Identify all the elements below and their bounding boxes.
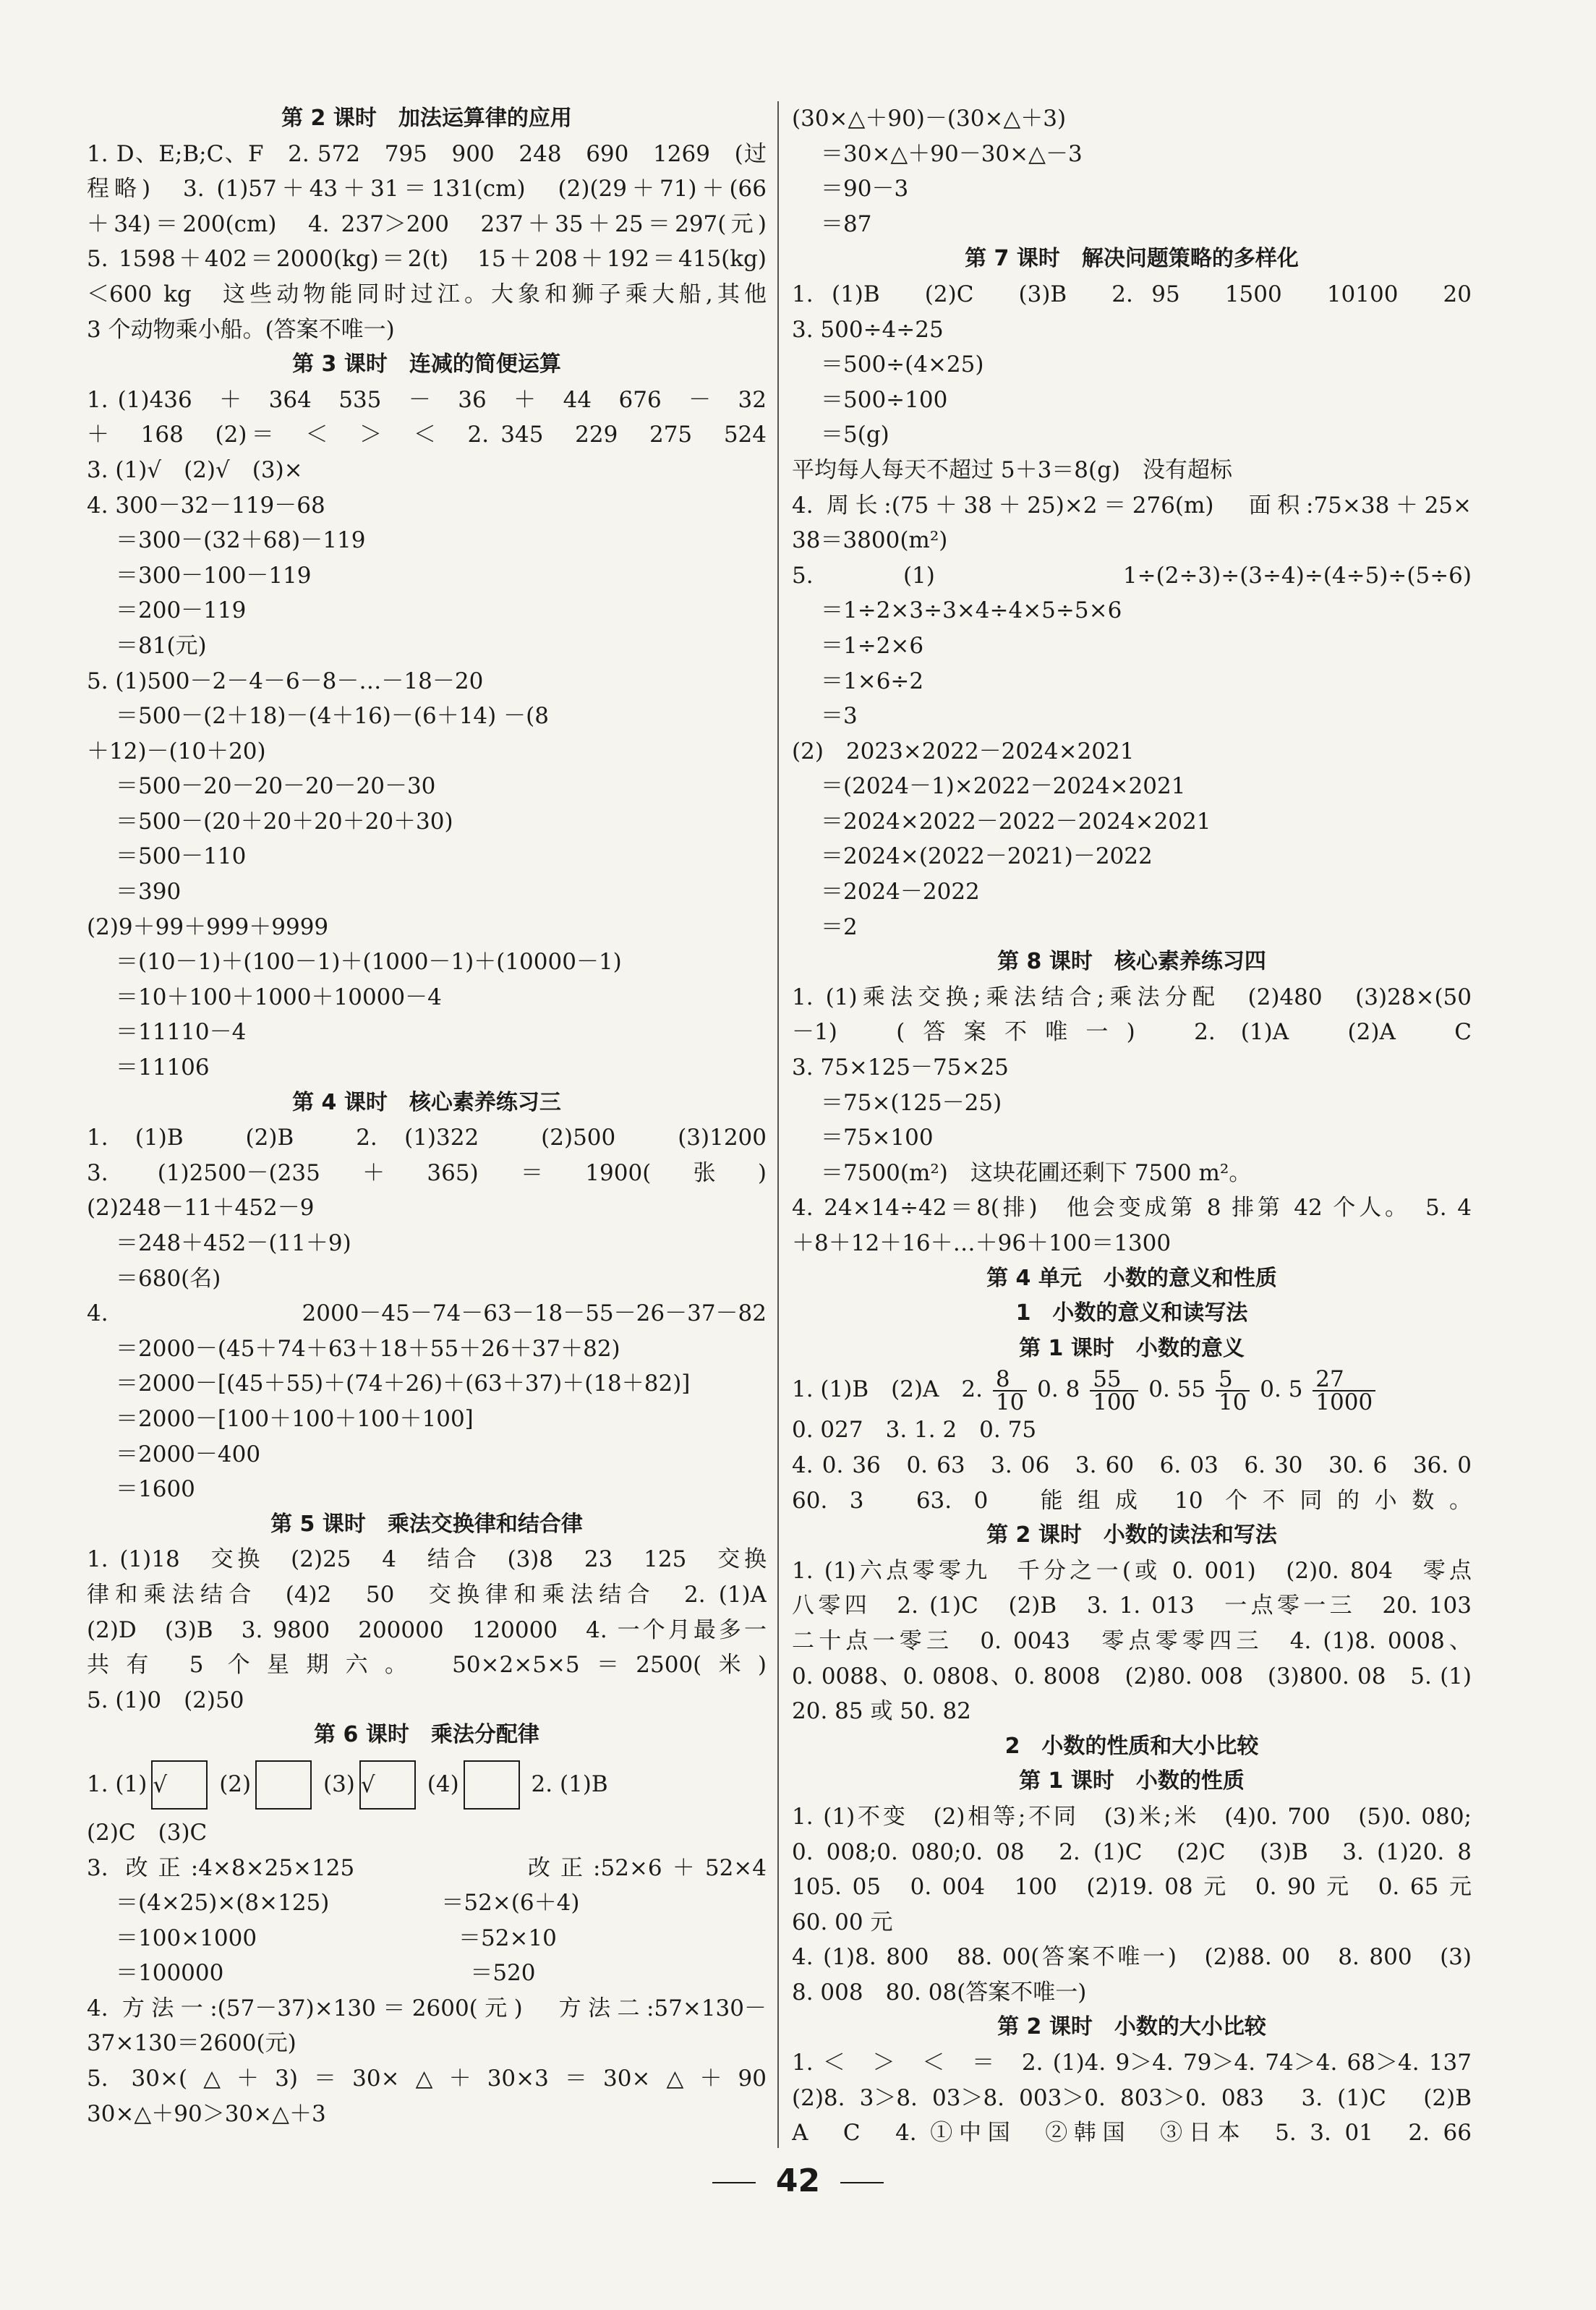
answer-text: (4) (427, 1770, 459, 1797)
answer-line: 60. 3 63. 0 能组成 10 个不同的小数。 (792, 1487, 1472, 1514)
answer-box (464, 1760, 520, 1810)
answer-line: 38＝3800(m²) (792, 527, 948, 554)
answer-line: ＝75×100 (821, 1125, 934, 1151)
answer-line: (2)C (3)C (87, 1819, 208, 1846)
answer-line: －1) (答案不唯一) 2. (1)A (2)A C (792, 1019, 1472, 1046)
answer-line: ＋8＋12＋16＋…＋96＋100＝1300 (792, 1230, 1172, 1256)
answer-line: ＝2000－(45＋74＋63＋18＋55＋26＋37＋82) (116, 1335, 620, 1362)
answer-line: ＝2000－400 (116, 1441, 261, 1467)
answer-line: 4. 周长:(75＋38＋25)×2＝276(m) 面积:75×38＋25× (792, 492, 1472, 519)
answer-line: 八零四 2. (1)C (2)B 3. 1. 013 一点零一三 20. 103 (792, 1593, 1472, 1619)
answer-line: (2)D (3)B 3. 9800 200000 120000 4. 一个月最多一 (87, 1616, 767, 1643)
answer-line: 3. 75×125－75×25 (792, 1054, 1009, 1081)
answer-line: ＝500÷(4×25) (821, 351, 984, 378)
answer-line: ＝3 (821, 703, 858, 730)
answer-text: 1. (1) (87, 1770, 148, 1797)
answer-line: ＝2024×(2022－2021)－2022 (821, 843, 1153, 870)
checkbox-answer-row (87, 1753, 767, 1815)
answer-block (792, 101, 1472, 242)
answer-line: 4. (1)8. 800 88. 00(答案不唯一) (2)88. 00 8. 800 (3) (792, 1944, 1472, 1971)
section-title: 第 2 课时 小数的读法和写法 (986, 1522, 1277, 1548)
answer-box: √ (359, 1760, 416, 1810)
subsection-title: 2 小数的性质和大小比较 (1004, 1733, 1259, 1759)
answer-line: ＝2024×2022－2022－2024×2021 (821, 808, 1211, 835)
answer-line: 60. 00 元 (792, 1909, 893, 1935)
answer-line: ＝500－(2＋18)－(4＋16)－(6＋14) －(8 (116, 703, 549, 730)
answer-line: 共有 5 个星期六。 50×2×5×5＝2500(米) (87, 1652, 767, 1679)
answer-line: ＝500－20－20－20－20－30 (116, 773, 436, 800)
answer-line: ＝1÷2×3÷3×4÷4×5÷5×6 (821, 597, 1122, 624)
answer-line: 20. 85 或 50. 82 (792, 1698, 971, 1725)
answer-line: 1. (1)六点零零九 千分之一(或 0. 001) (2)0. 804 零点 (792, 1557, 1472, 1584)
answer-line: 平均每人每天不超过 5＋3＝8(g) 没有超标 (792, 456, 1233, 483)
section-title: 第 1 课时 小数的意义 (1019, 1335, 1245, 1361)
page-number (0, 2162, 1596, 2199)
answer-line: ＝87 (821, 210, 872, 237)
left-column (87, 101, 767, 2131)
answer-line: ＝1÷2×6 (821, 632, 924, 659)
answer-block (87, 1542, 767, 1718)
answer-line: ＝7500(m²) 这块花圃还剩下 7500 m²。 (821, 1159, 1252, 1186)
answer-line: ＝248＋452－(11＋9) (116, 1230, 351, 1256)
answer-line: 0. 027 3. 1. 2 0. 75 (792, 1417, 1037, 1444)
answer-line: 0. 008;0. 080;0. 08 2. (1)C (2)C (3)B 3. (1)20. 8 (792, 1838, 1472, 1865)
answer-line: ＝30×△＋90－30×△－3 (821, 140, 1083, 167)
answer-line: ＝10＋100＋1000＋10000－4 (116, 984, 442, 1010)
answer-line: ＝11110－4 (116, 1019, 247, 1046)
fraction: $\frac{8}{10}$ (993, 1368, 1027, 1413)
answer-line: (2) 2023×2022－2024×2021 (792, 738, 1135, 764)
section-title: 第 8 课时 核心素养练习四 (997, 949, 1266, 975)
answer-text: 0. 8 (1037, 1376, 1080, 1403)
answer-line: 3. (1)2500－(235＋365)＝1900(张) (87, 1159, 767, 1186)
answer-line: ＝5(g) (821, 422, 889, 448)
answer-line: ＝300－(32＋68)－119 (116, 527, 366, 554)
answer-line: 3. 500÷4÷25 (792, 316, 944, 343)
answer-line: 3. (1)√ (2)√ (3)× (87, 456, 303, 483)
fraction: $\frac{27}{1000}$ (1313, 1368, 1375, 1413)
unit-title: 第 4 单元 小数的意义和性质 (986, 1265, 1277, 1291)
answer-line: ＝2024－2022 (821, 879, 980, 905)
answer-line: 5. (1)0 (2)50 (87, 1687, 244, 1713)
answer-line: 5. 1598＋402＝2000(kg)＝2(t) 15＋208＋192＝415(kg) (87, 246, 767, 273)
answer-line: ＝200－119 (116, 597, 247, 624)
fraction: $\frac{55}{100}$ (1090, 1368, 1138, 1413)
answer-line: ＝500－(20＋20＋20＋20＋30) (116, 808, 453, 835)
answer-line: (30×△＋90)－(30×△＋3) (792, 106, 1067, 132)
answer-text: 1. (1)B (2)A 2. (792, 1376, 983, 1403)
fraction-answer-row (792, 1366, 1472, 1412)
answer-line: ＝500÷100 (821, 386, 948, 413)
answer-line: ＝300－100－119 (116, 562, 312, 589)
section-title: 第 6 课时 乘法分配律 (314, 1722, 539, 1748)
answer-line: 1. D、E;B;C、F 2. 572 795 900 248 690 1269 (过 (87, 140, 767, 167)
answer-line: ＝100×1000 ＝52×10 (116, 1925, 557, 1951)
answer-line: ＋ 168 (2)＝ ＜ ＞ ＜ 2. 345 229 275 524 (87, 422, 767, 448)
answer-line: 4. 方法一:(57－37)×130＝2600(元) 方法二:57×130－ (87, 1995, 767, 2021)
answer-line: 3. 改正:4×8×25×125 改正:52×6＋52×4 (87, 1854, 767, 1881)
answer-line: 律和乘法结合 (4)2 50 交换律和乘法结合 2. (1)A (87, 1581, 767, 1608)
answer-line: ＝2000－[(45＋55)＋(74＋26)＋(63＋37)＋(18＋82)] (116, 1371, 691, 1397)
answer-line: 8. 008 80. 08(答案不唯一) (792, 1979, 1087, 2006)
page-number-text: 42 (775, 2162, 821, 2199)
section-title: 第 7 课时 解决问题策略的多样化 (965, 246, 1299, 272)
answer-block (87, 1120, 767, 1507)
answer-line: 4. 2000－45－74－63－18－55－26－37－82 (87, 1300, 767, 1327)
answer-line: ＋12)－(10＋20) (87, 738, 266, 764)
answer-line: 1. (1)B (2)C (3)B 2. 95 1500 10100 20 (792, 281, 1472, 307)
answer-line: ＝500－110 (116, 843, 247, 870)
answer-line: (2)8. 3＞8. 03＞8. 003＞0. 803＞0. 083 3. (1)C (2)B (792, 2084, 1472, 2111)
answer-line: 1. (1)B (2)B 2. (1)322 (2)500 (3)1200 (87, 1125, 767, 1151)
answer-text: 0. 5 (1260, 1376, 1303, 1403)
answer-box: √ (151, 1760, 208, 1810)
answer-line: A C 4. ①中国 ②韩国 ③日本 5. 3. 01 2. 66 (792, 2120, 1472, 2147)
answer-line: 3 个动物乘小船。(答案不唯一) (87, 316, 395, 343)
section-title: 第 3 课时 连减的简便运算 (292, 351, 561, 378)
section-title: 第 2 课时 小数的大小比较 (997, 2014, 1266, 2040)
answer-text: 0. 55 (1148, 1376, 1206, 1403)
answer-line: ＝11106 (116, 1054, 210, 1081)
section-title: 第 1 课时 小数的性质 (1019, 1768, 1245, 1794)
answer-line: 4. 24×14÷42＝8(排) 他会变成第 8 排第 42 个人。 5. 4 (792, 1195, 1472, 1222)
answer-line: 0. 0088、0. 0808、0. 8008 (2)80. 008 (3)800. 08 5. (1) (792, 1663, 1472, 1689)
answer-line: 30×△＋90＞30×△＋3 (87, 2100, 326, 2127)
column-divider (777, 101, 779, 2148)
section-title: 第 5 课时 乘法交换律和结合律 (270, 1511, 583, 1537)
answer-box (255, 1760, 312, 1810)
answer-block (792, 980, 1472, 1261)
answer-line: ＝390 (116, 879, 182, 905)
answer-block (87, 383, 767, 1086)
answer-line: ＝90－3 (821, 176, 909, 203)
answer-line: 105. 05 0. 004 100 (2)19. 08 元 0. 90 元 0. 65 元 (792, 1874, 1472, 1901)
answer-line: 1. (1)乘法交换;乘法结合;乘法分配 (2)480 (3)28×(50 (792, 984, 1472, 1010)
answer-line: (2)9＋99＋999＋9999 (87, 913, 329, 940)
answer-line: 1. (1)436 ＋ 364 535 － 36 ＋ 44 676 － 32 (87, 386, 767, 413)
answer-line: 1. (1)18 交换 (2)25 4 结合 (3)8 23 125 交换 (87, 1546, 767, 1573)
answer-line: 4. 0. 36 0. 63 3. 06 3. 60 6. 03 6. 30 30. 6 36. 0 (792, 1452, 1472, 1478)
answer-line: 1. (1)不变 (2)相等;不同 (3)米;米 (4)0. 700 (5)0. 080; (792, 1803, 1472, 1830)
answer-line: 1. ＜ ＞ ＜ ＝ 2. (1)4. 9＞4. 79＞4. 74＞4. 68＞4. 137 (792, 2050, 1472, 2076)
page-number-rule (840, 2182, 884, 2183)
answer-line: ＝100000 ＝520 (116, 1960, 536, 1987)
answer-text: (2) (219, 1770, 252, 1797)
fraction: $\frac{5}{10}$ (1216, 1368, 1250, 1413)
answer-line: 4. 300－32－119－68 (87, 492, 325, 519)
answer-line: ＋34)＝200(cm) 4. 237＞200 237＋35＋25＝297(元) (87, 210, 767, 237)
answer-block (792, 277, 1472, 945)
answer-line: ＝81(元) (116, 632, 207, 659)
answer-block (792, 1799, 1472, 2011)
right-column (792, 101, 1472, 2151)
answer-text: 2. (1)B (531, 1770, 608, 1797)
page-number-rule (712, 2182, 756, 2183)
answer-line: ＝1×6÷2 (821, 668, 924, 694)
answer-line: 5. 30×(△＋3)＝30×△＋30×3＝30×△＋90 (87, 2066, 767, 2092)
answer-line: ＝2 (821, 913, 858, 940)
answer-line: 37×130＝2600(元) (87, 2030, 296, 2057)
answer-text: (3) (323, 1770, 355, 1797)
answer-block (792, 1554, 1472, 1729)
answer-line: 5. (1) 1÷(2÷3)÷(3÷4)÷(4÷5)÷(5÷6) (792, 562, 1472, 589)
answer-line: ＝(4×25)×(8×125) ＝52×(6＋4) (116, 1890, 580, 1917)
answer-line: 5. (1)500－2－4－6－8－…－18－20 (87, 668, 484, 694)
answer-block (87, 1815, 767, 2131)
answer-block (87, 137, 767, 348)
answer-line: 程略) 3. (1)57＋43＋31＝131(cm) (2)(29＋71)＋(66 (87, 176, 767, 203)
answer-line: ＝2000－[100＋100＋100＋100] (116, 1405, 474, 1432)
answer-line: ＝1600 (116, 1476, 195, 1503)
answer-line: ＝75×(125－25) (821, 1089, 1002, 1116)
section-title: 第 4 课时 核心素养练习三 (292, 1089, 561, 1115)
section-title: 第 2 课时 加法运算律的应用 (281, 106, 572, 131)
subsection-title: 1 小数的意义和读写法 (1015, 1300, 1248, 1326)
answer-line: ＝(10－1)＋(100－1)＋(1000－1)＋(10000－1) (116, 949, 622, 976)
answer-block (792, 1412, 1472, 1518)
answer-line: ＝(2024－1)×2022－2024×2021 (821, 773, 1186, 800)
answer-block (792, 2045, 1472, 2151)
answer-line: 二十点一零三 0. 0043 零点零零四三 4. (1)8. 0008、 (792, 1627, 1472, 1654)
answer-line: ＜600 kg 这些动物能同时过江。大象和狮子乘大船,其他 (87, 281, 767, 307)
answer-line: ＝680(名) (116, 1265, 221, 1292)
answer-line: (2)248－11＋452－9 (87, 1195, 315, 1222)
